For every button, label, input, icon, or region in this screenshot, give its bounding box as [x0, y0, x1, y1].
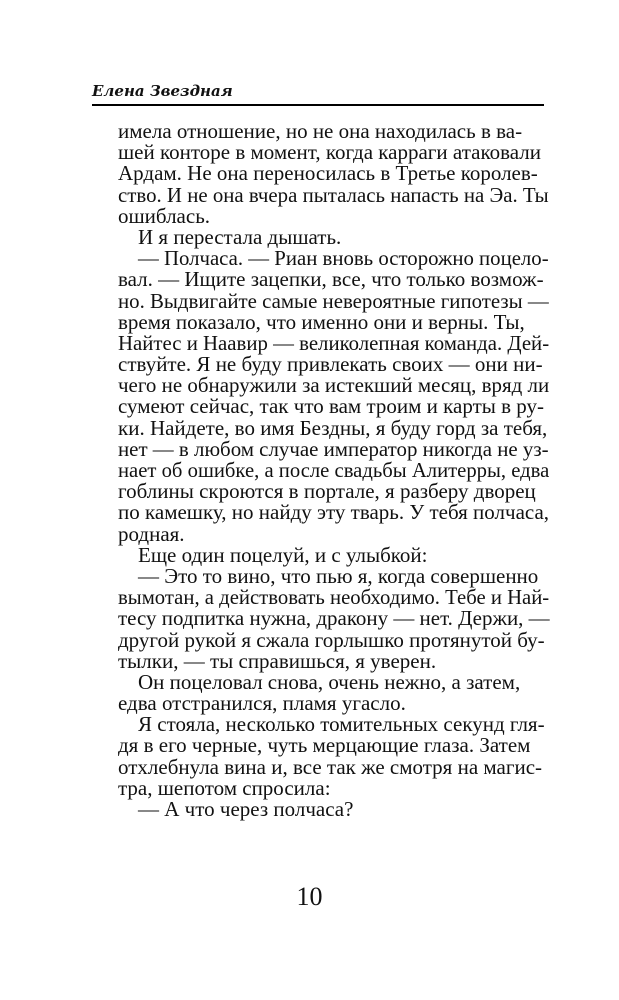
text-line: дя в его черные, чуть мерцающие глаза. Затем [118, 733, 531, 758]
text-line: тесу подпитка нужна, дракону — нет. Держи, — [118, 606, 550, 631]
text-line: имела отношение, но не она находилась в ва- [118, 119, 523, 143]
text-line: И я перестала дышать. [138, 224, 342, 249]
text-line: вымотан, а действовать необходимо. Тебе и Най- [118, 585, 550, 610]
text-line: Еще один поцелуй, и с улыбкой: [138, 542, 428, 567]
text-line: — А что через полчаса? [138, 797, 354, 821]
running-header-author: Елена Звездная [92, 82, 233, 100]
text-line: ствуйте. Я не буду привлекать своих — они ни- [118, 352, 543, 377]
text-line: ошиблась. [118, 203, 211, 228]
text-line: Я стояла, несколько томительных секунд гля- [138, 712, 545, 737]
text-line: гоблины скроются в портале, я разберу дворец [118, 479, 536, 504]
text-line: нает об ошибке, а после свадьбы Алитерры, едва [118, 458, 550, 482]
header-divider [92, 104, 544, 106]
text-line: по камешку, но найду эту тварь. У тебя полчаса, [118, 500, 550, 525]
text-line: сумеют сейчас, так что вам троим и карты в ру- [118, 394, 545, 419]
text-line: шей конторе в момент, когда карраги атаковали [118, 140, 541, 165]
text-line: чего не обнаружили за истекший месяц, вряд ли [118, 373, 550, 398]
text-line: вал. — Ищите зацепки, все, что только возмож- [118, 267, 544, 292]
text-line: — Это то вино, что пью я, когда совершенно [138, 563, 539, 588]
text-line: Найтес и Наавир — великолепная команда. Дей- [118, 330, 550, 355]
text-line: Ардам. Не она переносилась в Третье королев- [118, 161, 538, 186]
text-line: тылки, — ты справишься, я уверен. [118, 648, 437, 673]
text-line: но. Выдвигайте самые невероятные гипотезы — [118, 288, 549, 313]
text-line: нет — в любом случае император никогда не уз- [118, 436, 549, 461]
text-line: ство. И не она вчера пыталась напасть на Эа. Ты [118, 182, 549, 207]
text-line: едва отстранился, пламя угасло. [118, 691, 406, 716]
text-line: ки. Найдете, во имя Бездны, я буду горд за тебя, [118, 415, 548, 440]
text-line: — Полчаса. — Риан вновь осторожно поцело- [138, 246, 549, 271]
page-number: 10 [296, 882, 323, 911]
text-line: родная. [118, 521, 185, 546]
text-line: отхлебнула вина и, все так же смотря на магис- [118, 754, 543, 779]
text-line: тра, шепотом спросила: [118, 775, 331, 800]
text-line: Он поцеловал снова, очень нежно, а затем, [138, 669, 521, 694]
text-line: другой рукой я сжала горлышко протянутой бу- [118, 627, 545, 652]
text-line: время показало, что именно они и верны. Ты, [118, 309, 525, 334]
